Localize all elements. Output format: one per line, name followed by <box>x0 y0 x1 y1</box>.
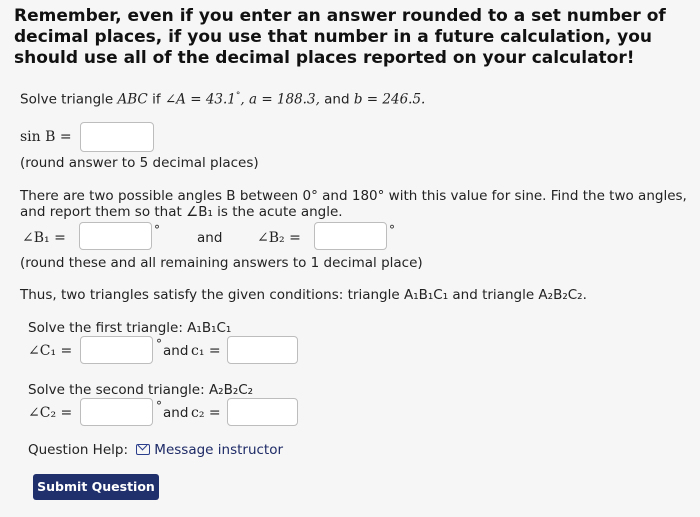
message-instructor-link[interactable] <box>136 442 283 458</box>
round-remaining-note: (round these and all remaining answers to 1 decimal place) <box>20 255 423 271</box>
c2-and-text: and <box>163 405 189 421</box>
problem-prefix: Solve triangle <box>20 91 114 108</box>
sinb-input[interactable] <box>80 122 154 152</box>
b2-input[interactable] <box>314 222 387 250</box>
c2-degree: ° <box>156 399 162 413</box>
question-help <box>28 441 283 459</box>
two-angles-text-2: and report them so that ∠B₁ is the acute angle. <box>20 204 343 220</box>
degree-symbol: ° <box>235 91 241 101</box>
c1-angle-input[interactable] <box>80 336 153 364</box>
c1-angle-label: ∠C₁ = <box>28 343 73 359</box>
mail-icon <box>136 444 150 455</box>
c1-and-text: and <box>163 343 189 359</box>
sinb-label: sin B = <box>20 129 72 145</box>
c1-side-input[interactable] <box>227 336 298 364</box>
b2-degree: ° <box>389 223 395 237</box>
second-triangle-heading: Solve the second triangle: A₂B₂C₂ <box>28 382 254 398</box>
problem-and: and <box>324 91 350 108</box>
c2-side-input[interactable] <box>227 398 298 426</box>
first-triangle-heading: Solve the first triangle: A₁B₁C₁ <box>28 320 232 336</box>
two-triangles-text: Thus, two triangles satisfy the given conditions: triangle A₁B₁C₁ and triangle A₂B₂C₂. <box>20 287 587 303</box>
c1-side-label: c₁ = <box>191 343 221 359</box>
c2-angle-input[interactable] <box>80 398 153 426</box>
question-help-label: Question Help: <box>28 442 128 458</box>
b2-label: ∠B₂ = <box>257 230 301 246</box>
angle-a-value: ∠A = 43.1 <box>164 91 236 108</box>
problem-if: if <box>152 91 161 108</box>
sinb-round-note: (round answer to 5 decimal places) <box>20 155 259 171</box>
c2-angle-label: ∠C₂ = <box>28 405 73 421</box>
c2-side-label: c₂ = <box>191 405 221 421</box>
b1-degree: ° <box>154 223 160 237</box>
message-instructor-label: Message instructor <box>154 442 284 458</box>
triangle-name: ABC <box>117 91 148 108</box>
b1-input[interactable] <box>79 222 152 250</box>
reminder-text: Remember, even if you enter an answer rounded to a set number of decimal places, if you use that number in a future calculation, you should use all of the decimal places reported on your calculator! <box>14 6 666 68</box>
b-and-text: and <box>197 230 223 246</box>
c1-degree: ° <box>156 337 162 351</box>
submit-question-button[interactable]: Submit Question <box>33 474 159 500</box>
b1-label: ∠B₁ = <box>22 230 66 246</box>
two-angles-text-1: There are two possible angles B between 0° and 180° with this value for sine. Find the two angles, <box>20 188 687 204</box>
problem-statement <box>20 87 425 109</box>
side-a-value: , a = 188.3, <box>240 91 320 108</box>
side-b-value: b = 246.5. <box>353 91 426 108</box>
